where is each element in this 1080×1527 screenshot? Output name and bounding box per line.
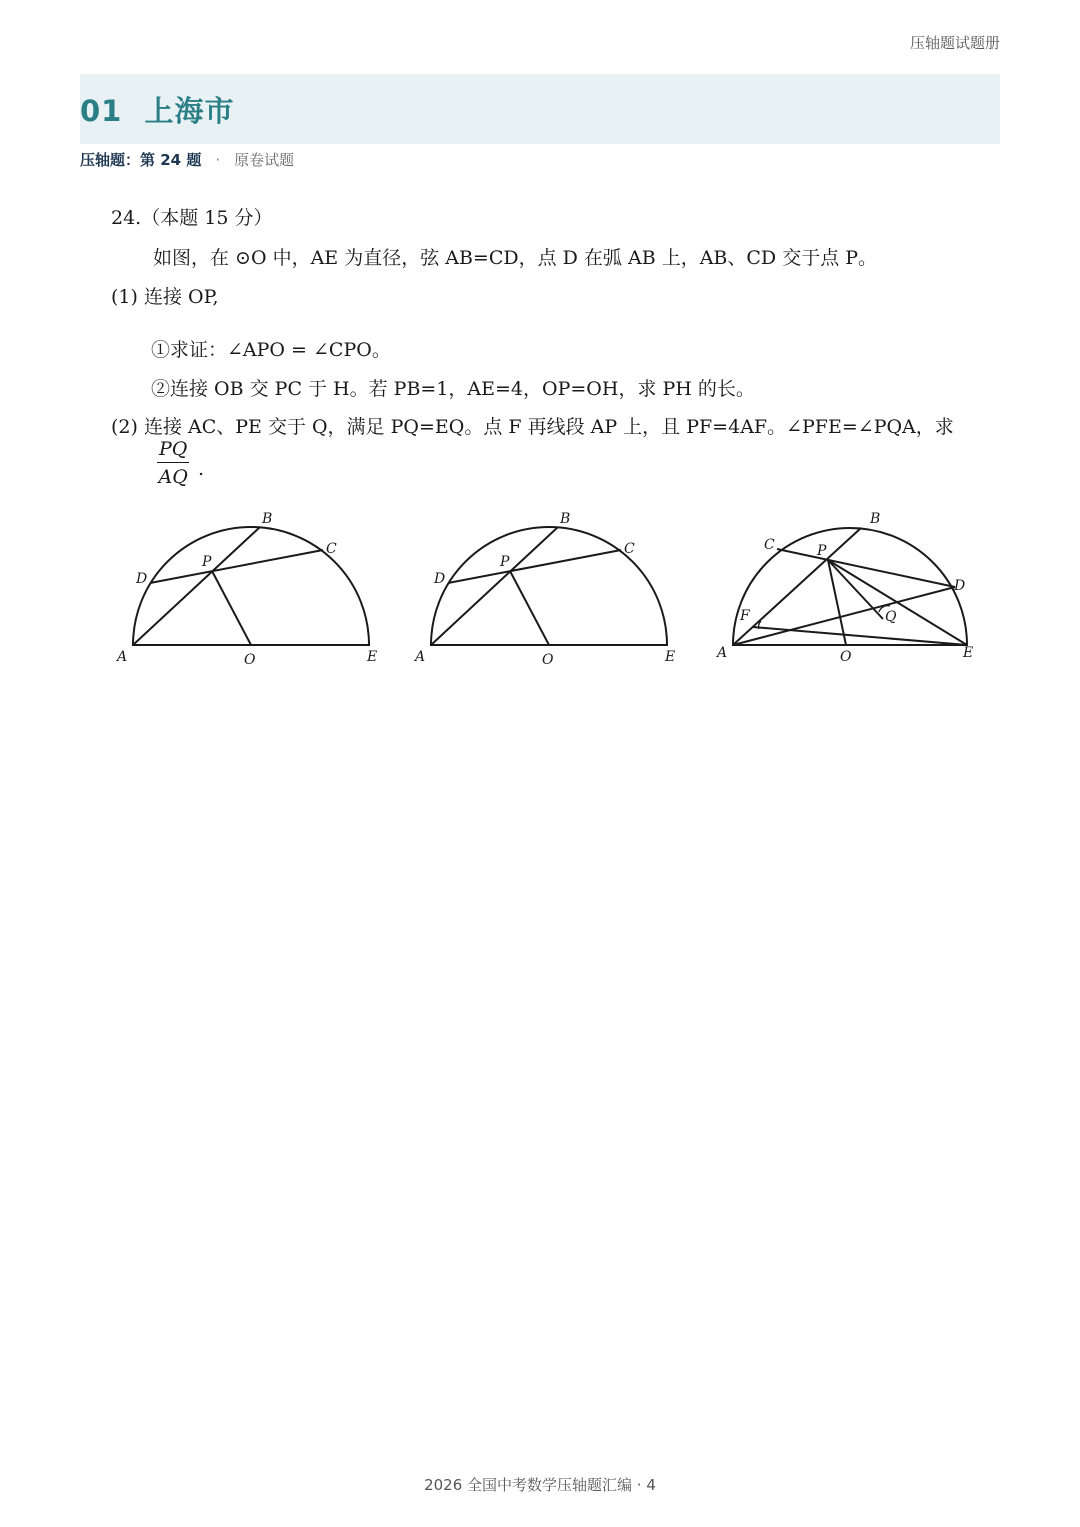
- part1-intro: (1) 连接 OP,: [111, 286, 219, 308]
- section-banner: [80, 74, 1000, 144]
- fig2-label-a: A: [415, 649, 426, 665]
- fig3-label-e: E: [963, 645, 974, 661]
- fig1-label-a: A: [117, 649, 128, 665]
- fig2-label-d: D: [434, 571, 446, 587]
- fig2-label-p: P: [500, 554, 510, 570]
- part1-a: ①求证：∠APO = ∠CPO。: [151, 339, 391, 361]
- fig1-segment-op: [212, 571, 251, 645]
- problem-stem: 如图，在 ⊙O 中，AE 为直径，弦 AB=CD，点 D 在弧 AB 上，AB、CD 交于点 P。: [153, 247, 878, 269]
- fig3-label-f: F: [740, 608, 750, 624]
- fig3-label-p: P: [817, 543, 827, 559]
- fig1-label-o: O: [244, 652, 256, 668]
- fig3-label-c: C: [764, 537, 775, 553]
- subheader-separator: ·: [215, 150, 221, 169]
- running-header: 压轴题试题册: [909, 34, 1000, 52]
- fig1-label-c: C: [326, 541, 337, 557]
- subheader: [80, 149, 294, 170]
- fig3-segment-fe: [753, 627, 967, 645]
- fraction-denominator: AQ: [158, 466, 188, 488]
- fig1-label-p: P: [202, 554, 212, 570]
- source-label: 原卷试题: [234, 151, 295, 169]
- fraction-pq-aq: [157, 438, 189, 488]
- fig1-label-b: B: [262, 511, 273, 527]
- fig1-label-d: D: [136, 571, 148, 587]
- fig3-label-a: A: [717, 645, 728, 661]
- problem-label: 压轴题：第 24 题: [80, 151, 202, 169]
- geometry-figures: [108, 505, 988, 680]
- page-footer: 2026 全国中考数学压轴题汇编 · 4: [424, 1476, 656, 1494]
- problem-heading: 24.（本题 15 分）: [111, 207, 273, 229]
- fig3-label-q: Q: [885, 609, 897, 625]
- fraction-numerator: PQ: [157, 438, 189, 463]
- fig2-label-b: B: [560, 511, 571, 527]
- fig2-label-o: O: [542, 652, 554, 668]
- fraction-tail: .: [198, 458, 205, 480]
- fig1-label-e: E: [367, 649, 378, 665]
- fig3-label-b: B: [870, 511, 881, 527]
- section-title: 01 上海市: [80, 93, 235, 128]
- part2: (2) 连接 AC、PE 交于 Q，满足 PQ=EQ。点 F 再线段 AP 上，且 PF=4AF。∠PFE=∠PQA，求: [111, 416, 954, 438]
- fig2-label-e: E: [665, 649, 676, 665]
- fig2-segment-op: [510, 571, 549, 645]
- fig3-label-o: O: [840, 649, 852, 665]
- fig2-label-c: C: [624, 541, 635, 557]
- part1-b: ②连接 OB 交 PC 于 H。若 PB=1，AE=4，OP=OH，求 PH 的长。: [151, 378, 755, 400]
- fig3-segment-po: [828, 560, 846, 645]
- fig3-label-d: D: [954, 578, 966, 594]
